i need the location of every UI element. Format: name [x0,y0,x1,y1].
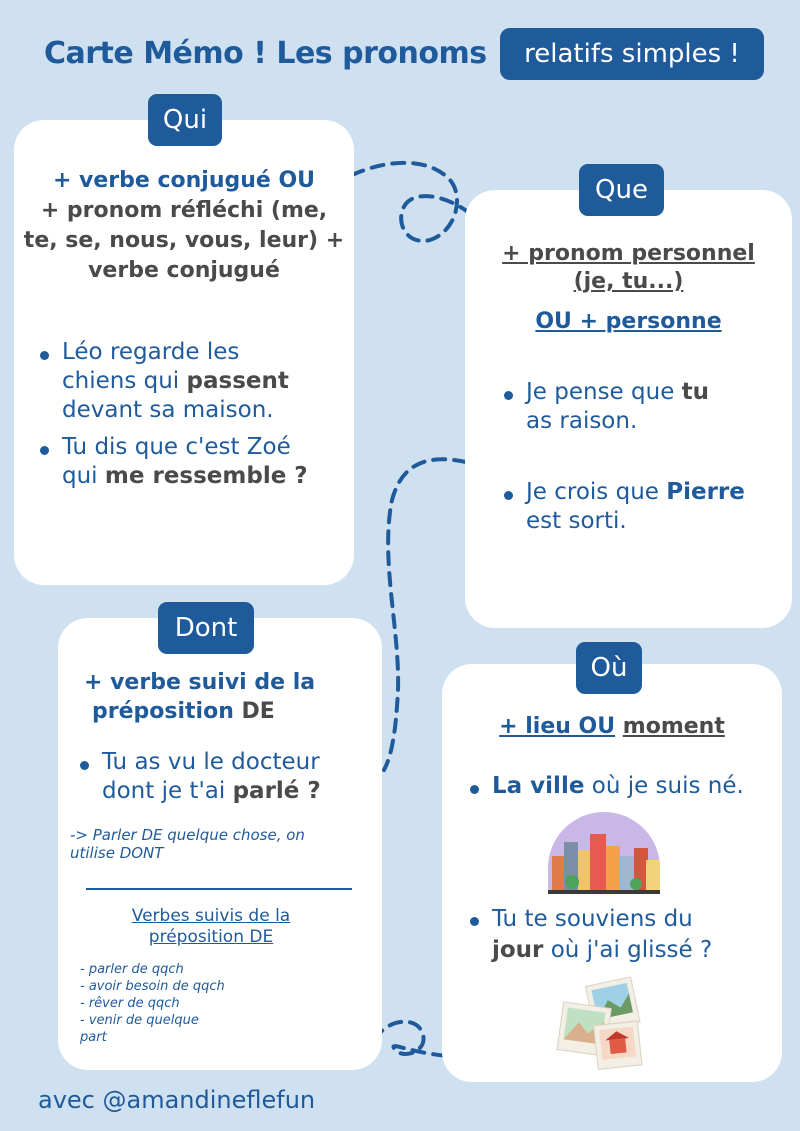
list-item: La ville où je suis né. [468,772,778,801]
dont-rule-line2: préposition DE [92,699,275,724]
dont-tag: Dont [158,602,254,654]
ou-example1 [468,772,778,801]
qui-rule-line1: + verbe conjugué OU [52,168,316,193]
que-rule [465,240,792,336]
que-tag: Que [579,164,664,216]
dont-verb-list [80,961,300,1046]
que-examples [502,378,787,536]
qui-rule-line2: + pronom réfléchi (me, [40,198,328,223]
ou-tag: Où [576,642,642,694]
list-item: Léo regarde les chiens qui passent devant sa maison. [38,338,348,425]
ou-rule: + lieu OU moment [499,714,725,739]
page-title: Carte Mémo ! Les pronoms [44,36,487,71]
ou-example2 [468,904,778,966]
list-item: part [80,1030,107,1045]
qui-rule [14,166,354,286]
title-pill: relatifs simples ! [500,28,764,80]
que-rule-line3: OU + personne [535,309,722,334]
city-illustration [548,812,660,894]
list-item: Je crois que Pierre est sorti. [502,478,787,536]
dont-rule-line1: + verbe suivi de la [84,670,316,695]
dont-note: -> Parler DE quelque chose, on utilise DONT [70,826,305,862]
que-rule-line2: (je, tu...) [573,269,684,294]
qui-tag: Qui [148,94,222,146]
list-item: Tu dis que c'est Zoé qui me ressemble ? [38,433,348,491]
qui-rule-line4: verbe conjugué [88,258,280,283]
dont-list-title: Verbes suivis de la préposition DE [131,906,291,947]
dont-rule [84,668,374,726]
photos-illustration [554,975,646,1071]
footer-credit: avec @amandineflefun [38,1086,316,1114]
list-item: - parler de qqch [80,962,184,977]
list-item: Tu te souviens du jour où j'ai glissé ? [468,904,778,966]
qui-rule-line3: te, se, nous, vous, leur) + [23,228,345,253]
list-item: - avoir besoin de qqch [80,979,225,994]
list-item: - rêver de qqch [80,996,180,1011]
list-item: Je pense que tu as raison. [502,378,787,436]
qui-examples [38,338,348,491]
que-rule-line1: + pronom personnel [502,241,755,266]
dont-examples [78,748,378,806]
list-item: - venir de quelque [80,1013,199,1028]
list-item: Tu as vu le docteur dont je t'ai parlé ? [78,748,378,806]
divider [86,888,352,890]
